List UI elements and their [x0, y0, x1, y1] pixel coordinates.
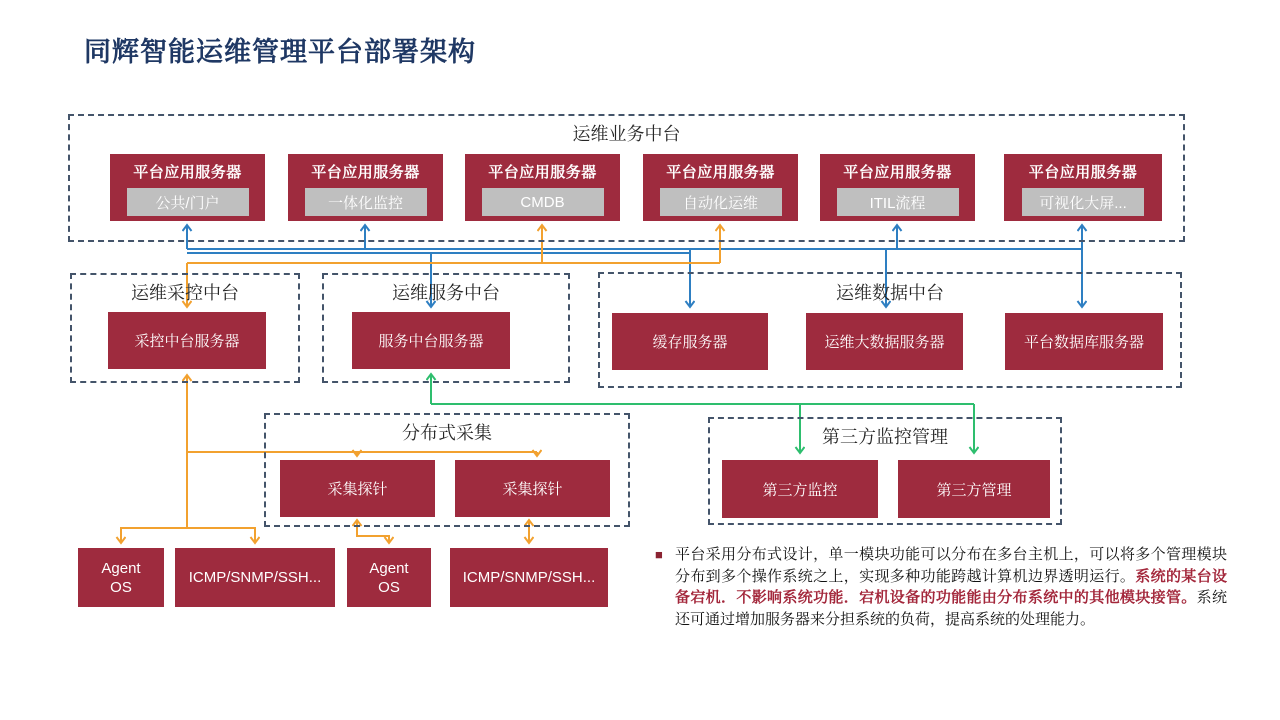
app-server-portal [110, 154, 265, 221]
module-bigscreen: 可视化大屏... [1022, 188, 1144, 216]
module-monitoring: 一体化监控 [305, 188, 427, 216]
note-text-black-1: 平台采用分布式设计，单一模块功能可以分布在多台主机上，可以将多个管理模块分布到多个操作系统之上，实现多种功能跨越计算机边界透明运行。 [675, 546, 1227, 585]
zone-business-label: 运维业务中台 [572, 124, 681, 144]
node-3rd-monitor: 第三方监控 [722, 460, 878, 518]
node-probe-2: 采集探针 [455, 460, 610, 517]
node-cache-server: 缓存服务器 [612, 313, 768, 370]
arrow-to-agent-1 [121, 528, 187, 543]
node-icmp-snmp-ssh-2: ICMP/SNMP/SSH... [450, 548, 608, 607]
endpoint-line: OS [378, 578, 400, 596]
zone-distributed-label: 分布式采集 [402, 423, 492, 443]
app-server-monitoring [288, 154, 443, 221]
module-portal: 公共/门户 [127, 188, 249, 216]
node-service-server: 服务中台服务器 [352, 312, 510, 369]
zone-data-label: 运维数据中台 [836, 283, 944, 303]
note-text [675, 544, 1227, 630]
app-server-title: 平台应用服务器 [133, 164, 242, 181]
module-automation: 自动化运维 [660, 188, 782, 216]
node-3rd-manage: 第三方管理 [898, 460, 1050, 518]
description-note [655, 544, 1230, 630]
arrow-to-icmp-1 [187, 528, 255, 543]
app-server-title: 平台应用服务器 [666, 164, 775, 181]
node-agent-os-1 [78, 548, 164, 607]
app-server-title: 平台应用服务器 [488, 164, 597, 181]
app-server-title: 平台应用服务器 [1028, 164, 1138, 181]
node-agent-os-2 [347, 548, 431, 607]
app-server-bigscreen [1004, 154, 1162, 221]
app-server-cmdb [465, 154, 620, 221]
node-collection-server: 采控中台服务器 [108, 312, 266, 369]
node-database-server: 平台数据库服务器 [1005, 313, 1163, 370]
module-cmdb: CMDB [482, 188, 604, 216]
node-icmp-snmp-ssh-1: ICMP/SNMP/SSH... [175, 548, 335, 607]
endpoint-line: Agent [101, 559, 141, 577]
node-probe-1: 采集探针 [280, 460, 435, 517]
endpoint-line: OS [110, 578, 132, 596]
zone-service-label: 运维服务中台 [392, 283, 500, 303]
page-title: 同辉智能运维管理平台部署架构 [84, 37, 476, 67]
note-bullet-icon: ■ [655, 547, 663, 562]
app-server-automation [643, 154, 798, 221]
app-server-itil [820, 154, 975, 221]
note-text-red: 系统的某台设备宕机．不影响系统功能．宕机设备的功能能由分布系统中的其他模块接管。 [675, 567, 1227, 606]
zone-collection-label: 运维采控中台 [131, 283, 239, 303]
app-server-title: 平台应用服务器 [843, 164, 952, 181]
app-server-title: 平台应用服务器 [311, 164, 420, 181]
endpoint-line: Agent [369, 559, 409, 577]
note-text-black-2: 系统还可通过增加服务器来分担系统的负荷，提高系统的处理能力。 [675, 589, 1227, 628]
node-bigdata-server: 运维大数据服务器 [806, 313, 963, 370]
zone-third-party-label: 第三方监控管理 [822, 427, 948, 447]
module-itil: ITIL流程 [837, 188, 959, 216]
